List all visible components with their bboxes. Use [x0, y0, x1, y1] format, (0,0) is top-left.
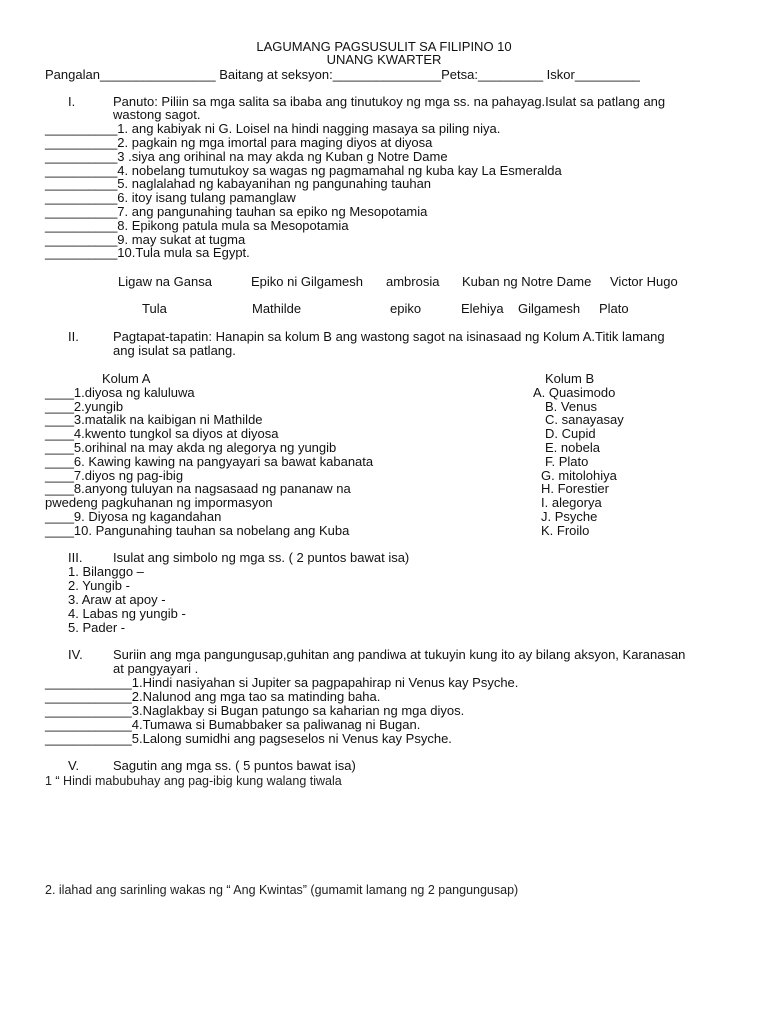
column-b-item: B. Venus — [545, 399, 598, 414]
part-1-instruction-line-2: wastong sagot. — [113, 107, 201, 122]
part-4-item: ____________4.Tumawa si Bumabbaker sa paliwanag ni Bugan. — [45, 717, 421, 732]
column-a-header: Kolum A — [102, 371, 151, 386]
part-5-question-2: 2. ilahad ang sarinling wakas ng “ Ang Kwintas” (gumamit lamang ng 2 pangungusap) — [45, 883, 519, 897]
column-a-item: ____5.orihinal na may akda ng alegorya ng yungib — [45, 440, 337, 455]
column-b-item: C. sanayasay — [545, 412, 624, 427]
column-a-item: ____7.diyos ng pag-ibig — [45, 468, 184, 483]
word-bank-choice: Gilgamesh — [518, 301, 581, 316]
part-3-item: 1. Bilanggo – — [68, 564, 144, 579]
part-4-item: ____________1.Hindi nasiyahan si Jupiter sa pagpapahirap ni Venus kay Psyche. — [45, 675, 519, 690]
column-a-item: ____9. Diyosa ng kagandahan — [45, 509, 222, 524]
part-2-instruction-line-2: ang isulat sa patlang. — [113, 343, 236, 358]
part-1-item: __________6. itoy isang tulang pamanglaw — [45, 190, 296, 205]
column-a-item-continuation: pwedeng pagkuhanan ng impormasyon — [45, 495, 273, 510]
column-b-item: E. nobela — [545, 440, 600, 455]
word-bank-choice: Plato — [599, 301, 629, 316]
column-b-item: J. Psyche — [541, 509, 598, 524]
part-2-instruction-line-1: Pagtapat-tapatin: Hanapin sa kolum B ang wastong sagot na isinasaad ng Kolum A.Titik lamang — [113, 329, 665, 344]
column-a-item: ____2.yungib — [45, 399, 124, 414]
part-3-numeral: III. — [68, 550, 83, 565]
part-3-item: 3. Araw at apoy - — [68, 592, 166, 607]
part-5-question-1: 1 “ Hindi mabubuhay ang pag-ibig kung walang tiwala — [45, 774, 342, 788]
part-3-item: 5. Pader - — [68, 620, 126, 635]
student-info-line: Pangalan________________ Baitang at seksyon:_______________Petsa:_________ Iskor_________ — [45, 67, 640, 82]
part-3-instruction: Isulat ang simbolo ng mga ss. ( 2 puntos bawat isa) — [113, 550, 410, 565]
word-bank-choice: Mathilde — [252, 301, 302, 316]
part-1-item: __________1. ang kabiyak ni G. Loisel na hindi nagging masaya sa piling niya. — [45, 121, 501, 136]
part-3-item: 2. Yungib - — [68, 578, 130, 593]
part-2-numeral: II. — [68, 329, 79, 344]
word-bank-choice: Epiko ni Gilgamesh — [251, 274, 363, 289]
column-b-item: G. mitolohiya — [541, 468, 617, 483]
column-b-header: Kolum B — [545, 371, 595, 386]
column-a-item: ____3.matalik na kaibigan ni Mathilde — [45, 412, 263, 427]
part-4-numeral: IV. — [68, 647, 83, 662]
part-3-item: 4. Labas ng yungib - — [68, 606, 186, 621]
part-1-numeral: I. — [68, 94, 76, 109]
part-1-item: __________5. naglalahad ng kabayanihan ng pangunahing tauhan — [45, 176, 432, 191]
word-bank-choice: Ligaw na Gansa — [118, 274, 212, 289]
part-4-item: ____________3.Naglakbay si Bugan patungo sa kaharian ng mga diyos. — [45, 703, 465, 718]
part-1-item: __________8. Epikong patula mula sa Mesopotamia — [45, 218, 349, 233]
part-1-item: __________3 .siya ang orihinal na may akda ng Kuban g Notre Dame — [45, 149, 448, 164]
exam-subtitle: UNANG KWARTER — [326, 52, 442, 67]
column-a-item: ____1.diyosa ng kaluluwa — [45, 385, 195, 400]
word-bank-choice: Tula — [142, 301, 167, 316]
column-a-item: ____4.kwento tungkol sa diyos at diyosa — [45, 426, 279, 441]
word-bank-choice: ambrosia — [386, 274, 440, 289]
column-a-item: ____8.anyong tuluyan na nagsasaad ng pananaw na — [45, 481, 351, 496]
exam-title: LAGUMANG PAGSUSULIT SA FILIPINO 10 — [256, 39, 512, 54]
column-b-item: F. Plato — [545, 454, 589, 469]
part-1-instruction-line-1: Panuto: Piliin sa mga salita sa ibaba ang tinutukoy ng mga ss. na pahayag.Isulat sa patlang ang — [113, 94, 666, 109]
part-4-instruction-line-2: at pangyayari . — [113, 661, 199, 676]
part-5-instruction: Sagutin ang mga ss. ( 5 puntos bawat isa) — [113, 758, 356, 773]
word-bank-choice: Victor Hugo — [610, 274, 678, 289]
word-bank-choice: epiko — [390, 301, 422, 316]
part-1-item: __________10.Tula mula sa Egypt. — [45, 245, 250, 260]
part-1-item: __________7. ang pangunahing tauhan sa epiko ng Mesopotamia — [45, 204, 428, 219]
column-b-item: I. alegorya — [541, 495, 602, 510]
column-b-item: D. Cupid — [545, 426, 596, 441]
word-bank-choice: Kuban ng Notre Dame — [462, 274, 592, 289]
column-a-item: ____6. Kawing kawing na pangyayari sa bawat kabanata — [45, 454, 374, 469]
part-4-item: ____________2.Nalunod ang mga tao sa matinding baha. — [45, 689, 381, 704]
part-1-item: __________9. may sukat at tugma — [45, 232, 246, 247]
column-a-item: ____10. Pangunahing tauhan sa nobelang ang Kuba — [45, 523, 350, 538]
column-b-item: K. Froilo — [541, 523, 590, 538]
part-1-item: __________4. nobelang tumutukoy sa wagas ng pagmamahal ng kuba kay La Esmeralda — [45, 163, 562, 178]
column-b-item: H. Forestier — [541, 481, 609, 496]
part-5-numeral: V. — [68, 758, 80, 773]
word-bank-choice: Elehiya — [461, 301, 504, 316]
part-4-item: ____________5.Lalong sumidhi ang pagseselos ni Venus kay Psyche. — [45, 731, 452, 746]
column-b-item: A. Quasimodo — [533, 385, 616, 400]
part-4-instruction-line-1: Suriin ang mga pangungusap,guhitan ang pandiwa at tukuyin kung ito ay bilang aksyon, Karanasan — [113, 647, 686, 662]
part-1-item: __________2. pagkain ng mga imortal para maging diyos at diyosa — [45, 135, 433, 150]
